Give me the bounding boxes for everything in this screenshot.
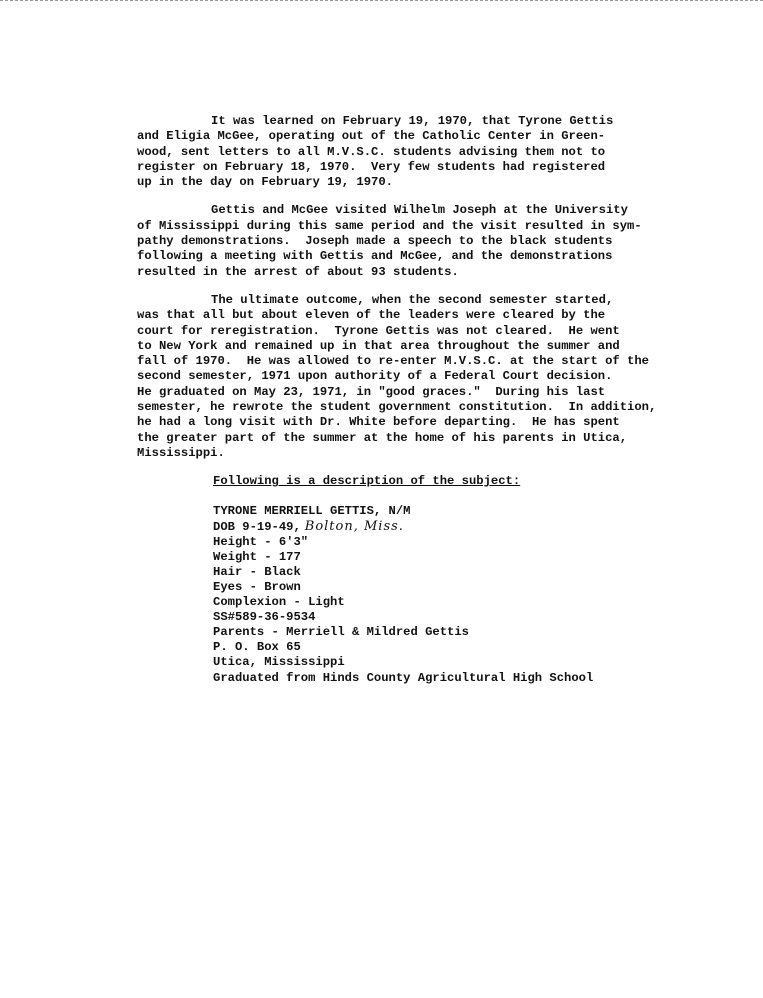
paragraph-1 [137,114,677,190]
subject-parents: Parents - Merriell & Mildred Gettis [213,625,469,640]
subject-school: Graduated from Hinds County Agricultural High School [213,670,594,685]
paragraph-line: semester, he rewrote the student government constitution. In addition, [137,400,657,415]
paragraph-line: up in the day on February 19, 1970. [137,175,393,190]
paragraph-line: and Eligia McGee, operating out of the Catholic Center in Green- [137,129,606,144]
paragraph-line: to New York and remained up in that area throughout the summer and [137,338,620,353]
paragraph-line: second semester, 1971 upon authority of a Federal Court decision. [137,369,613,384]
subject-dob: DOB 9-19-49, [213,519,301,534]
paragraph-line: pathy demonstrations. Joseph made a speech to the black students [137,234,613,249]
paragraph-line: The ultimate outcome, when the second semester started, [211,292,614,307]
paragraph-line: court for reregistration. Tyrone Gettis was not cleared. He went [137,323,620,338]
paragraph-line: wood, sent letters to all M.V.S.C. students advising them not to [137,144,606,159]
paragraph-line: was that all but about eleven of the leaders were cleared by the [137,308,606,323]
subject-dob-row [213,519,677,535]
handwritten-birthplace: Bolton, Miss. [304,518,404,534]
paragraph-line: resulted in the arrest of about 93 students. [137,264,459,279]
typed-document [137,114,677,686]
subject-po-box: P. O. Box 65 [213,640,301,655]
subject-ss-number: SS#589-36-9534 [213,610,316,625]
paragraph-line: fall of 1970. He was allowed to re-enter M.V.S.C. at the start of the [137,354,649,369]
page-top-border [0,0,763,1]
paragraph-line: register on February 18, 1970. Very few students had registered [137,159,606,174]
paragraph-line: He graduated on May 23, 1971, in "good graces." During his last [137,384,606,399]
subject-height: Height - 6'3" [213,534,309,549]
paragraph-line: It was learned on February 19, 1970, that Tyrone Gettis [211,114,614,128]
subject-description [213,504,677,686]
paragraph-3 [137,293,677,461]
subject-complexion: Complexion - Light [213,595,345,610]
paragraph-line: Mississippi. [137,445,225,460]
paragraph-line: he had a long visit with Dr. White before departing. He has spent [137,415,620,430]
description-heading: Following is a description of the subject: [213,474,521,489]
subject-city: Utica, Mississippi [213,655,345,670]
paragraph-line: of Mississippi during this same period and the visit resulted in sym- [137,218,642,233]
subject-name: TYRONE MERRIELL GETTIS, N/M [213,503,411,518]
paragraph-2 [137,203,677,279]
subject-hair: Hair - Black [213,564,301,579]
subject-weight: Weight - 177 [213,549,301,564]
paragraph-line: the greater part of the summer at the home of his parents in Utica, [137,430,628,445]
subject-eyes: Eyes - Brown [213,580,301,594]
paragraph-line: following a meeting with Gettis and McGee, and the demonstrations [137,249,613,264]
paragraph-line: Gettis and McGee visited Wilhelm Joseph at the University [211,203,628,218]
